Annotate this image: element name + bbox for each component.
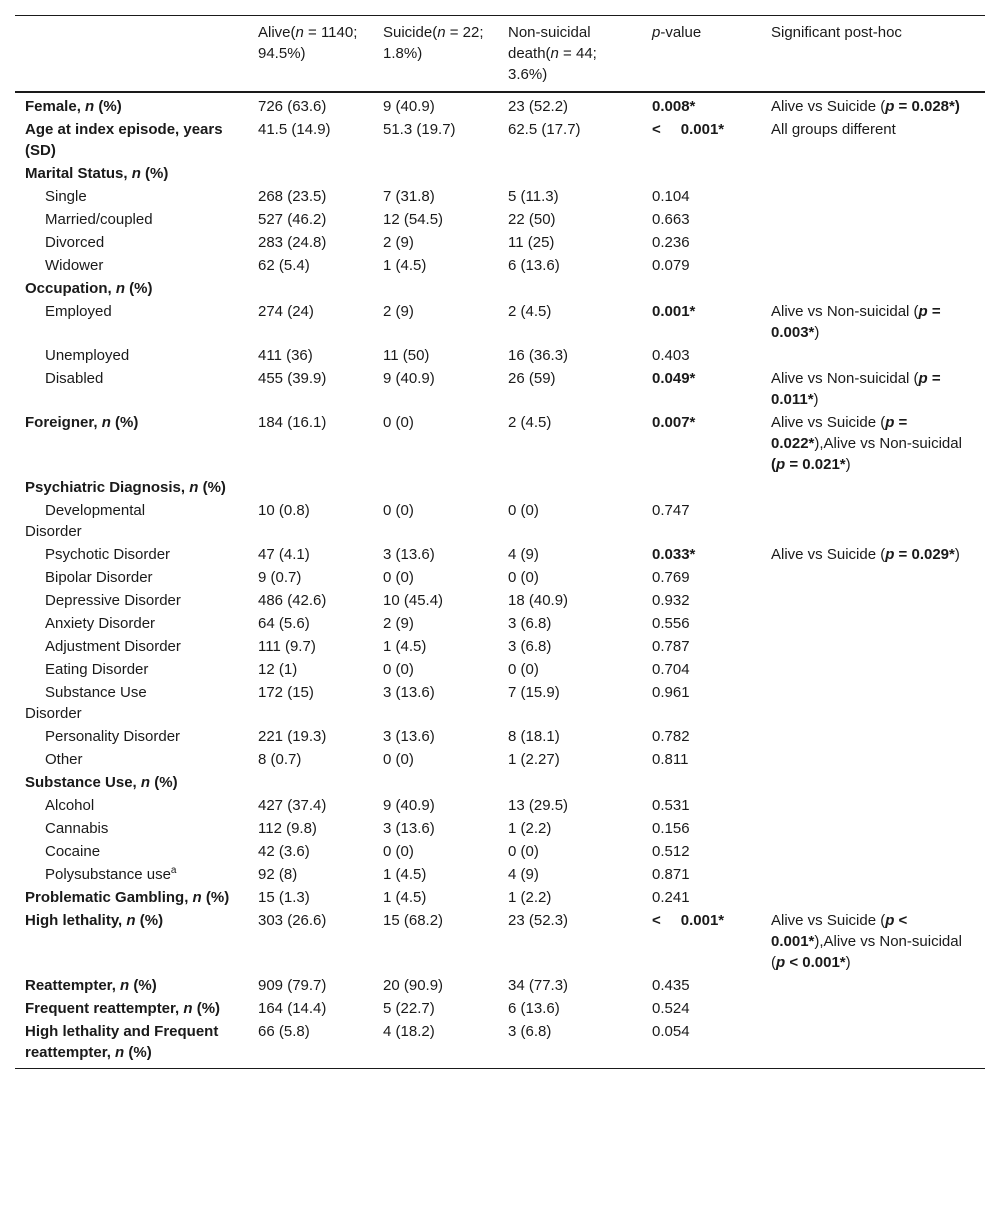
row-label: Problematic Gambling, n (%) (25, 889, 230, 906)
row-label: Eating Disorder (45, 661, 149, 678)
cell-posthoc (761, 208, 985, 231)
cell-posthoc (761, 566, 985, 589)
table-row (15, 118, 985, 162)
cell-posthoc (761, 794, 985, 817)
cell-alive: 12 (1) (258, 661, 298, 678)
cell-suicide: 3 (13.6) (383, 684, 435, 701)
cell-suicide: 0 (0) (383, 843, 414, 860)
cell-p-value: 0.049* (652, 370, 696, 387)
cell-p-value: 0.241 (652, 889, 690, 906)
cell-alive: 184 (16.1) (258, 414, 327, 431)
cell-nonsuicidal: 5 (11.3) (508, 188, 559, 205)
row-label: Disabled (45, 370, 104, 387)
row-label: Cocaine (45, 843, 101, 860)
cell-p-value: 0.007* (652, 414, 696, 431)
cell-p-value: 0.435 (652, 977, 690, 994)
cell-alive: 427 (37.4) (258, 797, 327, 814)
table-row (15, 794, 985, 817)
cell-p-value: 0.531 (652, 797, 690, 814)
cell-alive: 172 (15) (258, 684, 314, 701)
cell-p-value: 0.001* (652, 303, 696, 320)
cell-nonsuicidal: 34 (77.3) (508, 977, 569, 994)
table-row (15, 254, 985, 277)
table-row (15, 277, 985, 300)
cell-alive: 268 (23.5) (258, 188, 327, 205)
cell-alive: 274 (24) (258, 303, 314, 320)
table-row (15, 974, 985, 997)
cell-nonsuicidal: 6 (13.6) (508, 1000, 560, 1017)
header-blank (15, 16, 248, 93)
cell-suicide: 51.3 (19.7) (383, 121, 456, 138)
header-p-value: p-value (652, 24, 702, 41)
row-label: Married/coupled (45, 211, 153, 228)
cell-suicide: 12 (54.5) (383, 211, 444, 228)
results-table (15, 15, 985, 1069)
cell-nonsuicidal: 0 (0) (508, 843, 539, 860)
row-label: Unemployed (45, 347, 130, 364)
cell-nonsuicidal: 7 (15.9) (508, 684, 560, 701)
cell-posthoc (761, 863, 985, 886)
table-row (15, 886, 985, 909)
cell-nonsuicidal: 8 (18.1) (508, 728, 560, 745)
cell-p-value: 0.008* (652, 98, 696, 115)
cell-p-value: < 0.001* (652, 912, 725, 929)
table-row (15, 748, 985, 771)
cell-alive: 111 (9.7) (258, 638, 316, 655)
cell-nonsuicidal: 26 (59) (508, 370, 556, 387)
row-label: Anxiety Disorder (45, 615, 156, 632)
table-row (15, 771, 985, 794)
cell-nonsuicidal: 3 (6.8) (508, 1023, 552, 1040)
cell-p-value: 0.871 (652, 866, 690, 883)
table-row (15, 1020, 985, 1069)
cell-posthoc (761, 748, 985, 771)
cell-posthoc (761, 840, 985, 863)
table-row (15, 499, 985, 543)
cell-posthoc: Alive vs Non-suicidal (p = 0.011*) (771, 370, 941, 408)
row-label: Divorced (45, 234, 105, 251)
cell-p-value: 0.932 (652, 592, 690, 609)
cell-suicide: 9 (40.9) (383, 370, 435, 387)
cell-posthoc (761, 997, 985, 1020)
row-label: Bipolar Disorder (45, 569, 153, 586)
cell-posthoc (761, 886, 985, 909)
cell-posthoc (761, 681, 985, 725)
cell-alive: 112 (9.8) (258, 820, 317, 837)
table-header (15, 16, 985, 93)
row-label: Reattempter, n (%) (25, 977, 157, 994)
table-row (15, 635, 985, 658)
cell-nonsuicidal: 11 (25) (508, 234, 555, 251)
header-alive: Alive(n = 1140; 94.5%) (258, 24, 358, 62)
section-label: Substance Use, n (%) (25, 774, 178, 791)
table-row (15, 231, 985, 254)
cell-nonsuicidal: 3 (6.8) (508, 638, 552, 655)
table-row (15, 589, 985, 612)
cell-suicide: 0 (0) (383, 414, 414, 431)
cell-p-value: 0.054 (652, 1023, 690, 1040)
cell-alive: 909 (79.7) (258, 977, 327, 994)
header-nonsuicidal: Non-suicidal death(n = 44; 3.6%) (508, 24, 597, 83)
cell-alive: 8 (0.7) (258, 751, 302, 768)
cell-nonsuicidal: 6 (13.6) (508, 257, 560, 274)
cell-suicide: 2 (9) (383, 303, 414, 320)
cell-alive: 66 (5.8) (258, 1023, 310, 1040)
cell-suicide: 10 (45.4) (383, 592, 444, 609)
cell-alive: 64 (5.6) (258, 615, 310, 632)
cell-alive: 62 (5.4) (258, 257, 310, 274)
cell-p-value: 0.769 (652, 569, 690, 586)
table-row (15, 162, 985, 185)
table-row (15, 909, 985, 974)
cell-suicide: 9 (40.9) (383, 98, 435, 115)
table-row (15, 566, 985, 589)
cell-alive: 221 (19.3) (258, 728, 327, 745)
row-label: Age at index episode, years (SD) (25, 121, 223, 159)
table-row (15, 367, 985, 411)
cell-p-value: 0.961 (652, 684, 690, 701)
cell-suicide: 3 (13.6) (383, 820, 435, 837)
table-row (15, 92, 985, 118)
header-suicide: Suicide(n = 22; 1.8%) (383, 24, 484, 62)
cell-posthoc (761, 185, 985, 208)
cell-p-value: 0.704 (652, 661, 690, 678)
cell-nonsuicidal: 23 (52.3) (508, 912, 569, 929)
row-label: Employed (45, 303, 112, 320)
cell-suicide: 5 (22.7) (383, 1000, 435, 1017)
cell-suicide: 0 (0) (383, 569, 414, 586)
row-label: Female, n (%) (25, 98, 122, 115)
row-label: Frequent reattempter, n (%) (25, 1000, 221, 1017)
cell-nonsuicidal: 1 (2.2) (508, 820, 552, 837)
row-label: Developmental Disorder (25, 502, 146, 540)
cell-posthoc: Alive vs Suicide (p = 0.028*) (771, 98, 960, 115)
table-row (15, 476, 985, 499)
cell-posthoc: All groups different (771, 121, 896, 138)
cell-nonsuicidal: 0 (0) (508, 569, 539, 586)
row-label: Polysubstance use$^a$ (45, 865, 177, 883)
cell-posthoc (761, 1020, 985, 1069)
table-row (15, 681, 985, 725)
cell-nonsuicidal: 16 (36.3) (508, 347, 569, 364)
row-label: Depressive Disorder (45, 592, 181, 609)
cell-posthoc (761, 974, 985, 997)
cell-suicide: 1 (4.5) (383, 257, 427, 274)
cell-posthoc (761, 725, 985, 748)
header-posthoc: Significant post-hoc (771, 24, 902, 41)
cell-nonsuicidal: 23 (52.2) (508, 98, 569, 115)
cell-nonsuicidal: 2 (4.5) (508, 303, 552, 320)
cell-alive: 411 (36) (258, 347, 313, 364)
cell-posthoc (761, 499, 985, 543)
cell-posthoc (761, 658, 985, 681)
cell-posthoc (761, 817, 985, 840)
row-label: Alcohol (45, 797, 95, 814)
cell-p-value: 0.033* (652, 546, 696, 563)
cell-suicide: 7 (31.8) (383, 188, 435, 205)
cell-p-value: < 0.001* (652, 121, 725, 138)
cell-p-value: 0.512 (652, 843, 690, 860)
cell-suicide: 1 (4.5) (383, 866, 427, 883)
table-row (15, 817, 985, 840)
cell-alive: 527 (46.2) (258, 211, 327, 228)
row-label: High lethality and Frequent reattempter, n (%) (25, 1023, 219, 1061)
table-row (15, 185, 985, 208)
cell-p-value: 0.787 (652, 638, 690, 655)
cell-nonsuicidal: 4 (9) (508, 866, 539, 883)
cell-alive: 455 (39.9) (258, 370, 327, 387)
cell-alive: 164 (14.4) (258, 1000, 327, 1017)
cell-p-value: 0.556 (652, 615, 690, 632)
row-label: Other (45, 751, 83, 768)
table-row (15, 300, 985, 344)
header-row (15, 16, 985, 93)
table-row (15, 997, 985, 1020)
cell-suicide: 15 (68.2) (383, 912, 444, 929)
row-label: Cannabis (45, 820, 109, 837)
table-row (15, 658, 985, 681)
cell-suicide: 0 (0) (383, 502, 414, 519)
cell-p-value: 0.663 (652, 211, 690, 228)
cell-alive: 726 (63.6) (258, 98, 327, 115)
cell-suicide: 9 (40.9) (383, 797, 435, 814)
section-label: Psychiatric Diagnosis, n (%) (25, 479, 226, 496)
cell-posthoc: Alive vs Suicide (p < 0.001*),Alive vs Non-suicidal (p < 0.001*) (771, 912, 962, 971)
table-body (15, 92, 985, 1069)
table-row (15, 411, 985, 476)
cell-suicide: 11 (50) (383, 347, 430, 364)
cell-posthoc (761, 254, 985, 277)
cell-posthoc (761, 612, 985, 635)
row-label: Single (45, 188, 87, 205)
cell-nonsuicidal: 22 (50) (508, 211, 556, 228)
row-label: Personality Disorder (45, 728, 181, 745)
table-row (15, 612, 985, 635)
cell-nonsuicidal: 0 (0) (508, 502, 539, 519)
cell-posthoc: Alive vs Non-suicidal (p = 0.003*) (771, 303, 941, 341)
cell-posthoc (761, 344, 985, 367)
cell-nonsuicidal: 18 (40.9) (508, 592, 569, 609)
cell-nonsuicidal: 0 (0) (508, 661, 539, 678)
cell-alive: 47 (4.1) (258, 546, 310, 563)
cell-alive: 42 (3.6) (258, 843, 310, 860)
row-label: Foreigner, n (%) (25, 414, 139, 431)
section-label: Occupation, n (%) (25, 280, 153, 297)
cell-suicide: 2 (9) (383, 234, 414, 251)
cell-posthoc (761, 589, 985, 612)
cell-suicide: 1 (4.5) (383, 638, 427, 655)
cell-nonsuicidal: 4 (9) (508, 546, 539, 563)
cell-alive: 486 (42.6) (258, 592, 327, 609)
cell-suicide: 3 (13.6) (383, 546, 435, 563)
table-row (15, 344, 985, 367)
cell-alive: 92 (8) (258, 866, 298, 883)
cell-suicide: 0 (0) (383, 751, 414, 768)
footnote-marker: a (170, 865, 177, 876)
table-row (15, 863, 985, 886)
cell-posthoc (761, 635, 985, 658)
table-row (15, 840, 985, 863)
table-row (15, 208, 985, 231)
cell-suicide: 4 (18.2) (383, 1023, 435, 1040)
cell-p-value: 0.747 (652, 502, 690, 519)
cell-alive: 10 (0.8) (258, 502, 310, 519)
row-label: Widower (45, 257, 104, 274)
row-label: Psychotic Disorder (45, 546, 171, 563)
cell-suicide: 20 (90.9) (383, 977, 444, 994)
cell-alive: 9 (0.7) (258, 569, 302, 586)
cell-suicide: 2 (9) (383, 615, 414, 632)
cell-nonsuicidal: 62.5 (17.7) (508, 121, 581, 138)
cell-p-value: 0.811 (652, 751, 689, 768)
row-label: Adjustment Disorder (45, 638, 181, 655)
cell-posthoc: Alive vs Suicide (p = 0.022*),Alive vs Non-suicidal (p = 0.021*) (771, 414, 962, 473)
cell-suicide: 0 (0) (383, 661, 414, 678)
cell-suicide: 1 (4.5) (383, 889, 427, 906)
cell-nonsuicidal: 1 (2.27) (508, 751, 560, 768)
cell-nonsuicidal: 2 (4.5) (508, 414, 552, 431)
cell-alive: 303 (26.6) (258, 912, 327, 929)
cell-alive: 283 (24.8) (258, 234, 327, 251)
cell-posthoc (761, 231, 985, 254)
empty-cell (248, 476, 985, 499)
cell-p-value: 0.782 (652, 728, 690, 745)
table-row (15, 725, 985, 748)
cell-p-value: 0.524 (652, 1000, 690, 1017)
row-label: High lethality, n (%) (25, 912, 164, 929)
table-row (15, 543, 985, 566)
section-label: Marital Status, n (%) (25, 165, 169, 182)
cell-p-value: 0.104 (652, 188, 690, 205)
row-label: Substance Use Disorder (25, 684, 147, 722)
cell-alive: 41.5 (14.9) (258, 121, 331, 138)
cell-p-value: 0.236 (652, 234, 690, 251)
cell-nonsuicidal: 1 (2.2) (508, 889, 552, 906)
cell-nonsuicidal: 3 (6.8) (508, 615, 552, 632)
cell-p-value: 0.079 (652, 257, 690, 274)
cell-p-value: 0.156 (652, 820, 690, 837)
cell-nonsuicidal: 13 (29.5) (508, 797, 569, 814)
cell-posthoc: Alive vs Suicide (p = 0.029*) (771, 546, 960, 563)
cell-alive: 15 (1.3) (258, 889, 310, 906)
cell-p-value: 0.403 (652, 347, 690, 364)
cell-suicide: 3 (13.6) (383, 728, 435, 745)
